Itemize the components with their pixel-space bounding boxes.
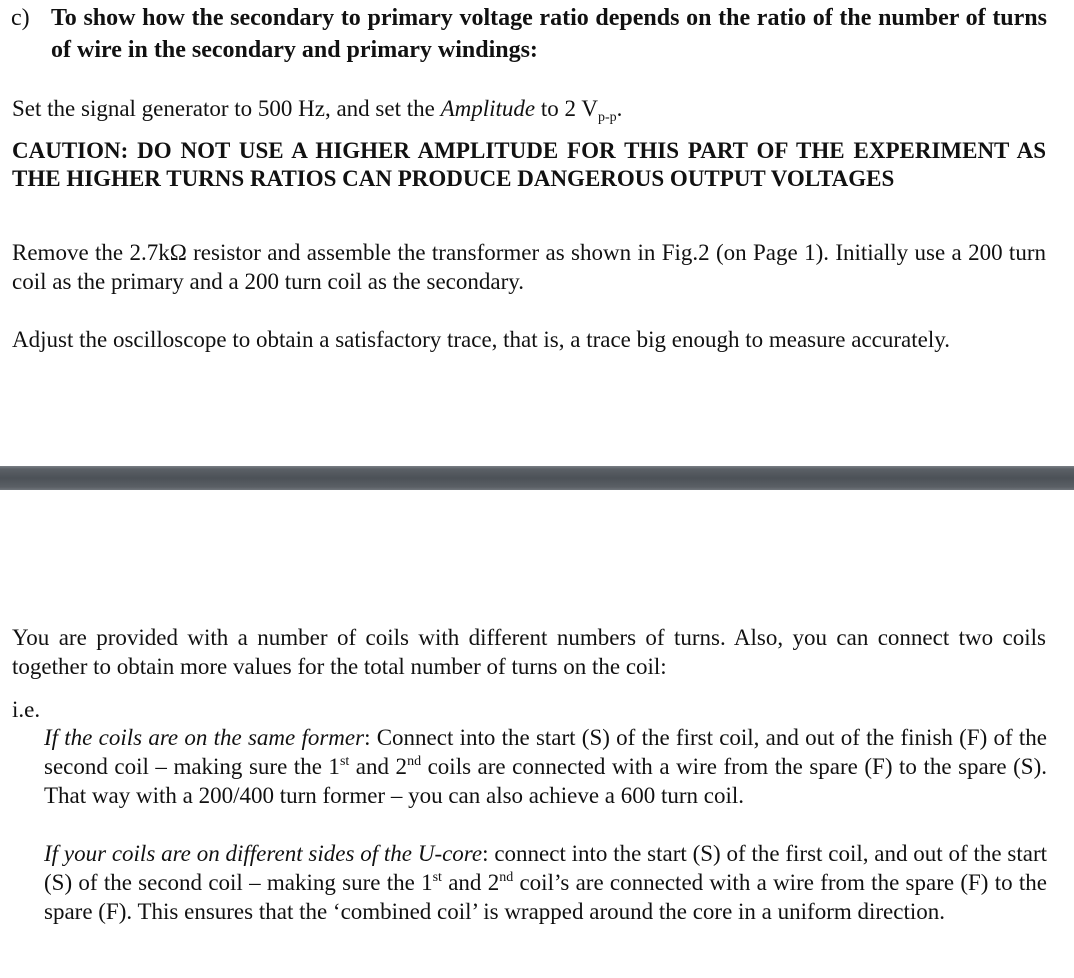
same-former-condition: If the coils are on the same former [44,725,365,750]
page-break-bar [0,466,1074,490]
section-heading [11,2,1047,66]
remove-resistor-instruction: Remove the 2.7kΩ resistor and assemble the transformer as shown in Fig.2 (on Page 1). Initially use a 200 turn coil as the primary and a 200 turn coil as the secondary. [12,240,1046,294]
section-label: c) [11,5,30,31]
ie-label: i.e. [12,697,41,722]
same-former-instruction: If the coils are on the same former: Connect into the start (S) of the first coil, and out of the finish (F) of the second coil – making sure the 1st and 2nd coils are connected with a wire from the spare (F) to the spare (S). That way with a 200/400 turn former – you can also achieve a 600 turn coil. [44,725,1047,808]
caution-warning: CAUTION: DO NOT USE A HIGHER AMPLITUDE FOR THIS PART OF THE EXPERIMENT AS THE HIGHER TURNS RATIOS CAN PRODUCE DANGEROUS OUTPUT VOLTAGES [12,138,1046,191]
peak-to-peak-subscript: p-p [597,110,617,125]
different-sides-instruction: If your coils are on different sides of the U-core: connect into the start (S) of the first coil, and out of the start (S) of the second coil – making sure the 1st and 2nd coil’s are connected with a wire from the spare (F) to the spare (F). This ensures that the ‘combined coil’ is wrapped around the core in a uniform direction. [44,841,1048,924]
adjust-oscilloscope-instruction: Adjust the oscilloscope to obtain a satisfactory trace, that is, a trace big enough to measure accurately. [12,327,950,352]
different-sides-condition: If your coils are on different sides of the U-core [44,841,483,866]
signal-generator-instruction: Set the signal generator to 500 Hz, and set the Amplitude to 2 $V_{p-p}$. [12,96,623,125]
amplitude-term: Amplitude [440,96,536,121]
section-title: To show how the secondary to primary voltage ratio depends on the ratio of the number of turns of wire in the secondary and primary windings: [51,5,1047,63]
coils-provided-paragraph: You are provided with a number of coils with different numbers of turns. Also, you can connect two coils together to obtain more values for the total number of turns on the coil: [12,625,1046,679]
